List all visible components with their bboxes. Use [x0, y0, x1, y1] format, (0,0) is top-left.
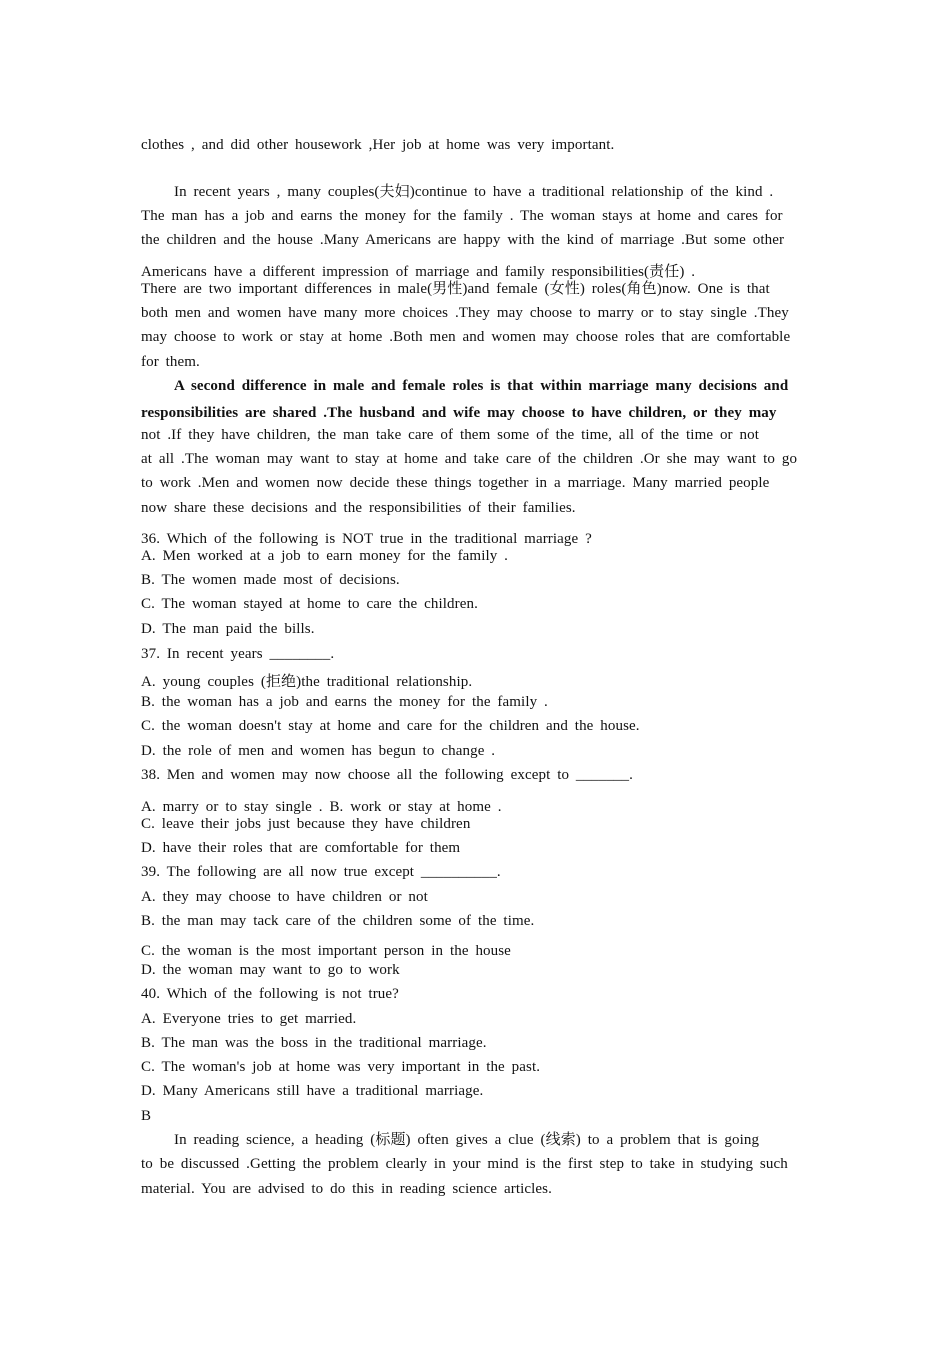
passage-line: the children and the house .Many Americans are happy with the kind of marriage .But some other	[141, 232, 785, 248]
answer-option: A. young couples (拒绝)the traditional relationship.	[141, 674, 473, 690]
passage-line: In reading science, a heading (标题) often gives a clue (线索) to a problem that is going	[174, 1132, 760, 1148]
answer-option: C. The woman's job at home was very important in the past.	[141, 1059, 541, 1075]
passage-line: at all .The woman may want to stay at home and take care of the children .Or she may want to go	[141, 451, 798, 467]
passage-line: The man has a job and earns the money for the family . The woman stays at home and cares for	[141, 208, 783, 224]
passage-line: In recent years , many couples(夫妇)continue to have a traditional relationship of the kind .	[174, 184, 774, 200]
question-stem: 37. In recent years ________.	[141, 646, 335, 662]
answer-option: C. The woman stayed at home to care the children.	[141, 596, 478, 612]
answer-option: A. Everyone tries to get married.	[141, 1011, 357, 1027]
passage-line: not .If they have children, the man take care of them some of the time, all of the time or not	[141, 427, 759, 443]
answer-option: C. leave their jobs just because they have children	[141, 816, 471, 832]
passage-line: may choose to work or stay at home .Both men and women may choose roles that are comfortable	[141, 329, 791, 345]
passage-line: for them.	[141, 354, 200, 370]
question-stem: 39. The following are all now true except __________.	[141, 864, 501, 880]
answer-option: B. The women made most of decisions.	[141, 572, 400, 588]
answer-option: D. The man paid the bills.	[141, 621, 315, 637]
answer-option: D. Many Americans still have a traditional marriage.	[141, 1083, 484, 1099]
passage-line: Americans have a different impression of marriage and family responsibilities(责任) .	[141, 264, 696, 280]
answer-option: B. the man may tack care of the children some of the time.	[141, 913, 535, 929]
answer-option: B. the woman has a job and earns the money for the family .	[141, 694, 548, 710]
passage-line: material. You are advised to do this in reading science articles.	[141, 1181, 552, 1197]
section-label: B	[141, 1108, 152, 1124]
answer-option: C. the woman is the most important person in the house	[141, 943, 511, 959]
question-stem: 38. Men and women may now choose all the following except to _______.	[141, 767, 633, 783]
passage-line: both men and women have many more choices .They may choose to marry or to stay single .They	[141, 305, 789, 321]
answer-option: D. the woman may want to go to work	[141, 962, 400, 978]
passage-line: There are two important differences in male(男性)and female (女性) roles(角色)now. One is that	[141, 281, 770, 297]
answer-option: B. The man was the boss in the traditional marriage.	[141, 1035, 487, 1051]
passage-line: clothes , and did other housework ,Her job at home was very important.	[141, 137, 615, 153]
answer-option: A. marry or to stay single . B. work or stay at home .	[141, 799, 502, 815]
passage-line: to be discussed .Getting the problem clearly in your mind is the first step to take in studying such	[141, 1156, 788, 1172]
passage-line: responsibilities are shared .The husband and wife may choose to have children, or they may	[141, 405, 777, 421]
passage-line: A second difference in male and female roles is that within marriage many decisions and	[174, 378, 789, 394]
answer-option: D. the role of men and women has begun to change .	[141, 743, 496, 759]
question-stem: 40. Which of the following is not true?	[141, 986, 399, 1002]
answer-option: A. Men worked at a job to earn money for the family .	[141, 548, 509, 564]
passage-line: now share these decisions and the responsibilities of their families.	[141, 500, 576, 516]
answer-option: A. they may choose to have children or not	[141, 889, 428, 905]
answer-option: D. have their roles that are comfortable for them	[141, 840, 461, 856]
question-stem: 36. Which of the following is NOT true in the traditional marriage ?	[141, 531, 592, 547]
passage-line: to work .Men and women now decide these things together in a marriage. Many married people	[141, 475, 770, 491]
answer-option: C. the woman doesn't stay at home and care for the children and the house.	[141, 718, 640, 734]
